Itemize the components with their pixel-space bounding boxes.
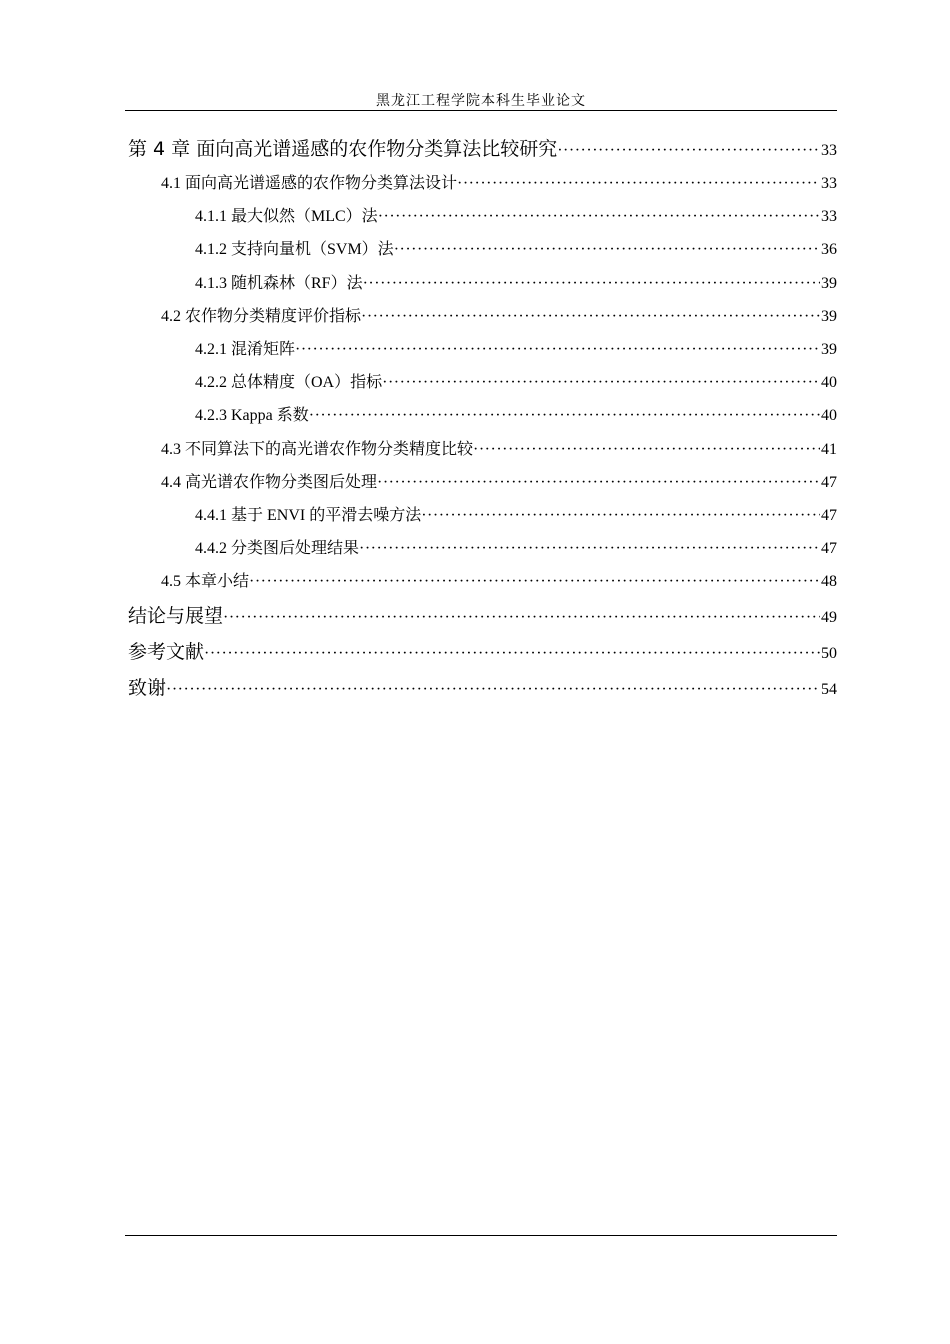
- toc-entry-title: 4.1.1 最大似然（MLC）法: [195, 208, 378, 226]
- toc-dot-leader: [223, 609, 820, 627]
- toc-entry[interactable]: [128, 502, 837, 535]
- toc-dot-leader: [557, 142, 820, 160]
- toc-entry-title: 致谢: [128, 677, 167, 700]
- toc-entry-page-number: 39: [821, 340, 837, 358]
- toc-entry-title: 参考文献: [128, 641, 205, 664]
- toc-entry-page-number: 40: [821, 374, 837, 392]
- toc-entry-page-number: 49: [821, 609, 837, 627]
- toc-entry-page-number: 39: [821, 307, 837, 325]
- toc-dot-leader: [166, 681, 820, 699]
- toc-entry-page-number: 33: [821, 175, 837, 192]
- toc-entry-title: 4.1 面向高光谱遥感的农作物分类算法设计: [161, 175, 458, 192]
- toc-dot-leader: [361, 308, 820, 326]
- toc-entry-title: 4.2 农作物分类精度评价指标: [161, 307, 362, 325]
- toc-entry[interactable]: [128, 134, 837, 170]
- toc-entry-page-number: 33: [821, 142, 837, 159]
- toc-dot-leader: [295, 341, 820, 359]
- toc-dot-leader: [359, 540, 820, 558]
- toc-entry-page-number: 33: [821, 208, 837, 226]
- toc-entry-page-number: 47: [821, 473, 837, 491]
- toc-dot-leader: [309, 407, 820, 425]
- toc-entry-page-number: 47: [821, 540, 837, 558]
- toc-dot-leader: [363, 275, 820, 293]
- toc-entry[interactable]: [128, 673, 837, 709]
- toc-entry[interactable]: [128, 236, 837, 269]
- toc-entry[interactable]: [128, 637, 837, 673]
- toc-dot-leader: [394, 241, 820, 259]
- toc-entry-title: 4.2.2 总体精度（OA）指标: [195, 374, 383, 392]
- toc-entry-page-number: 54: [821, 681, 837, 699]
- toc-entry-title: 4.1.2 支持向量机（SVM）法: [195, 241, 394, 259]
- toc-entry-page-number: 50: [821, 645, 837, 663]
- header-rule: [125, 110, 837, 111]
- toc-entry-page-number: 36: [821, 241, 837, 259]
- toc-entry-title: 4.4 高光谱农作物分类图后处理: [161, 473, 378, 491]
- toc-dot-leader: [457, 175, 820, 193]
- toc-entry[interactable]: [128, 535, 837, 568]
- toc-entry-title: 4.2.1 混淆矩阵: [195, 340, 296, 358]
- toc-entry-title: 4.2.3 Kappa 系数: [195, 407, 309, 425]
- footer-rule: [125, 1235, 837, 1236]
- toc-dot-leader: [421, 507, 820, 525]
- toc-dot-leader: [378, 208, 820, 226]
- toc-dot-leader: [249, 573, 820, 591]
- toc-entry-page-number: 39: [821, 274, 837, 292]
- toc-entry-page-number: 40: [821, 407, 837, 425]
- toc-entry[interactable]: [128, 568, 837, 601]
- page-header-title: 黑龙江工程学院本科生毕业论文: [376, 93, 586, 109]
- table-of-contents: [128, 134, 837, 709]
- toc-dot-leader: [473, 441, 820, 459]
- toc-entry-title: 4.5 本章小结: [161, 573, 250, 591]
- toc-dot-leader: [382, 374, 820, 392]
- toc-entry-title: 4.1.3 随机森林（RF）法: [195, 274, 363, 292]
- toc-entry[interactable]: [128, 303, 837, 336]
- toc-entry-title: 4.4.1 基于 ENVI 的平滑去噪方法: [195, 506, 422, 524]
- toc-entry-title: 第 4 章 面向高光谱遥感的农作物分类算法比较研究: [128, 138, 558, 160]
- toc-dot-leader: [377, 474, 820, 492]
- toc-entry-title: 4.3 不同算法下的高光谱农作物分类精度比较: [161, 440, 474, 458]
- toc-entry[interactable]: [128, 369, 837, 402]
- toc-dot-leader: [204, 645, 820, 663]
- toc-entry[interactable]: [128, 601, 837, 637]
- toc-entry[interactable]: [128, 436, 837, 469]
- toc-entry[interactable]: [128, 203, 837, 236]
- toc-entry-page-number: 47: [821, 506, 837, 524]
- toc-entry-title: 结论与展望: [128, 605, 224, 628]
- toc-entry-page-number: 41: [821, 440, 837, 458]
- toc-entry[interactable]: [128, 170, 837, 203]
- toc-entry[interactable]: [128, 402, 837, 435]
- toc-entry[interactable]: [128, 469, 837, 502]
- toc-entry-page-number: 48: [821, 573, 837, 591]
- toc-entry[interactable]: [128, 336, 837, 369]
- toc-entry[interactable]: [128, 270, 837, 303]
- toc-entry-title: 4.4.2 分类图后处理结果: [195, 540, 360, 558]
